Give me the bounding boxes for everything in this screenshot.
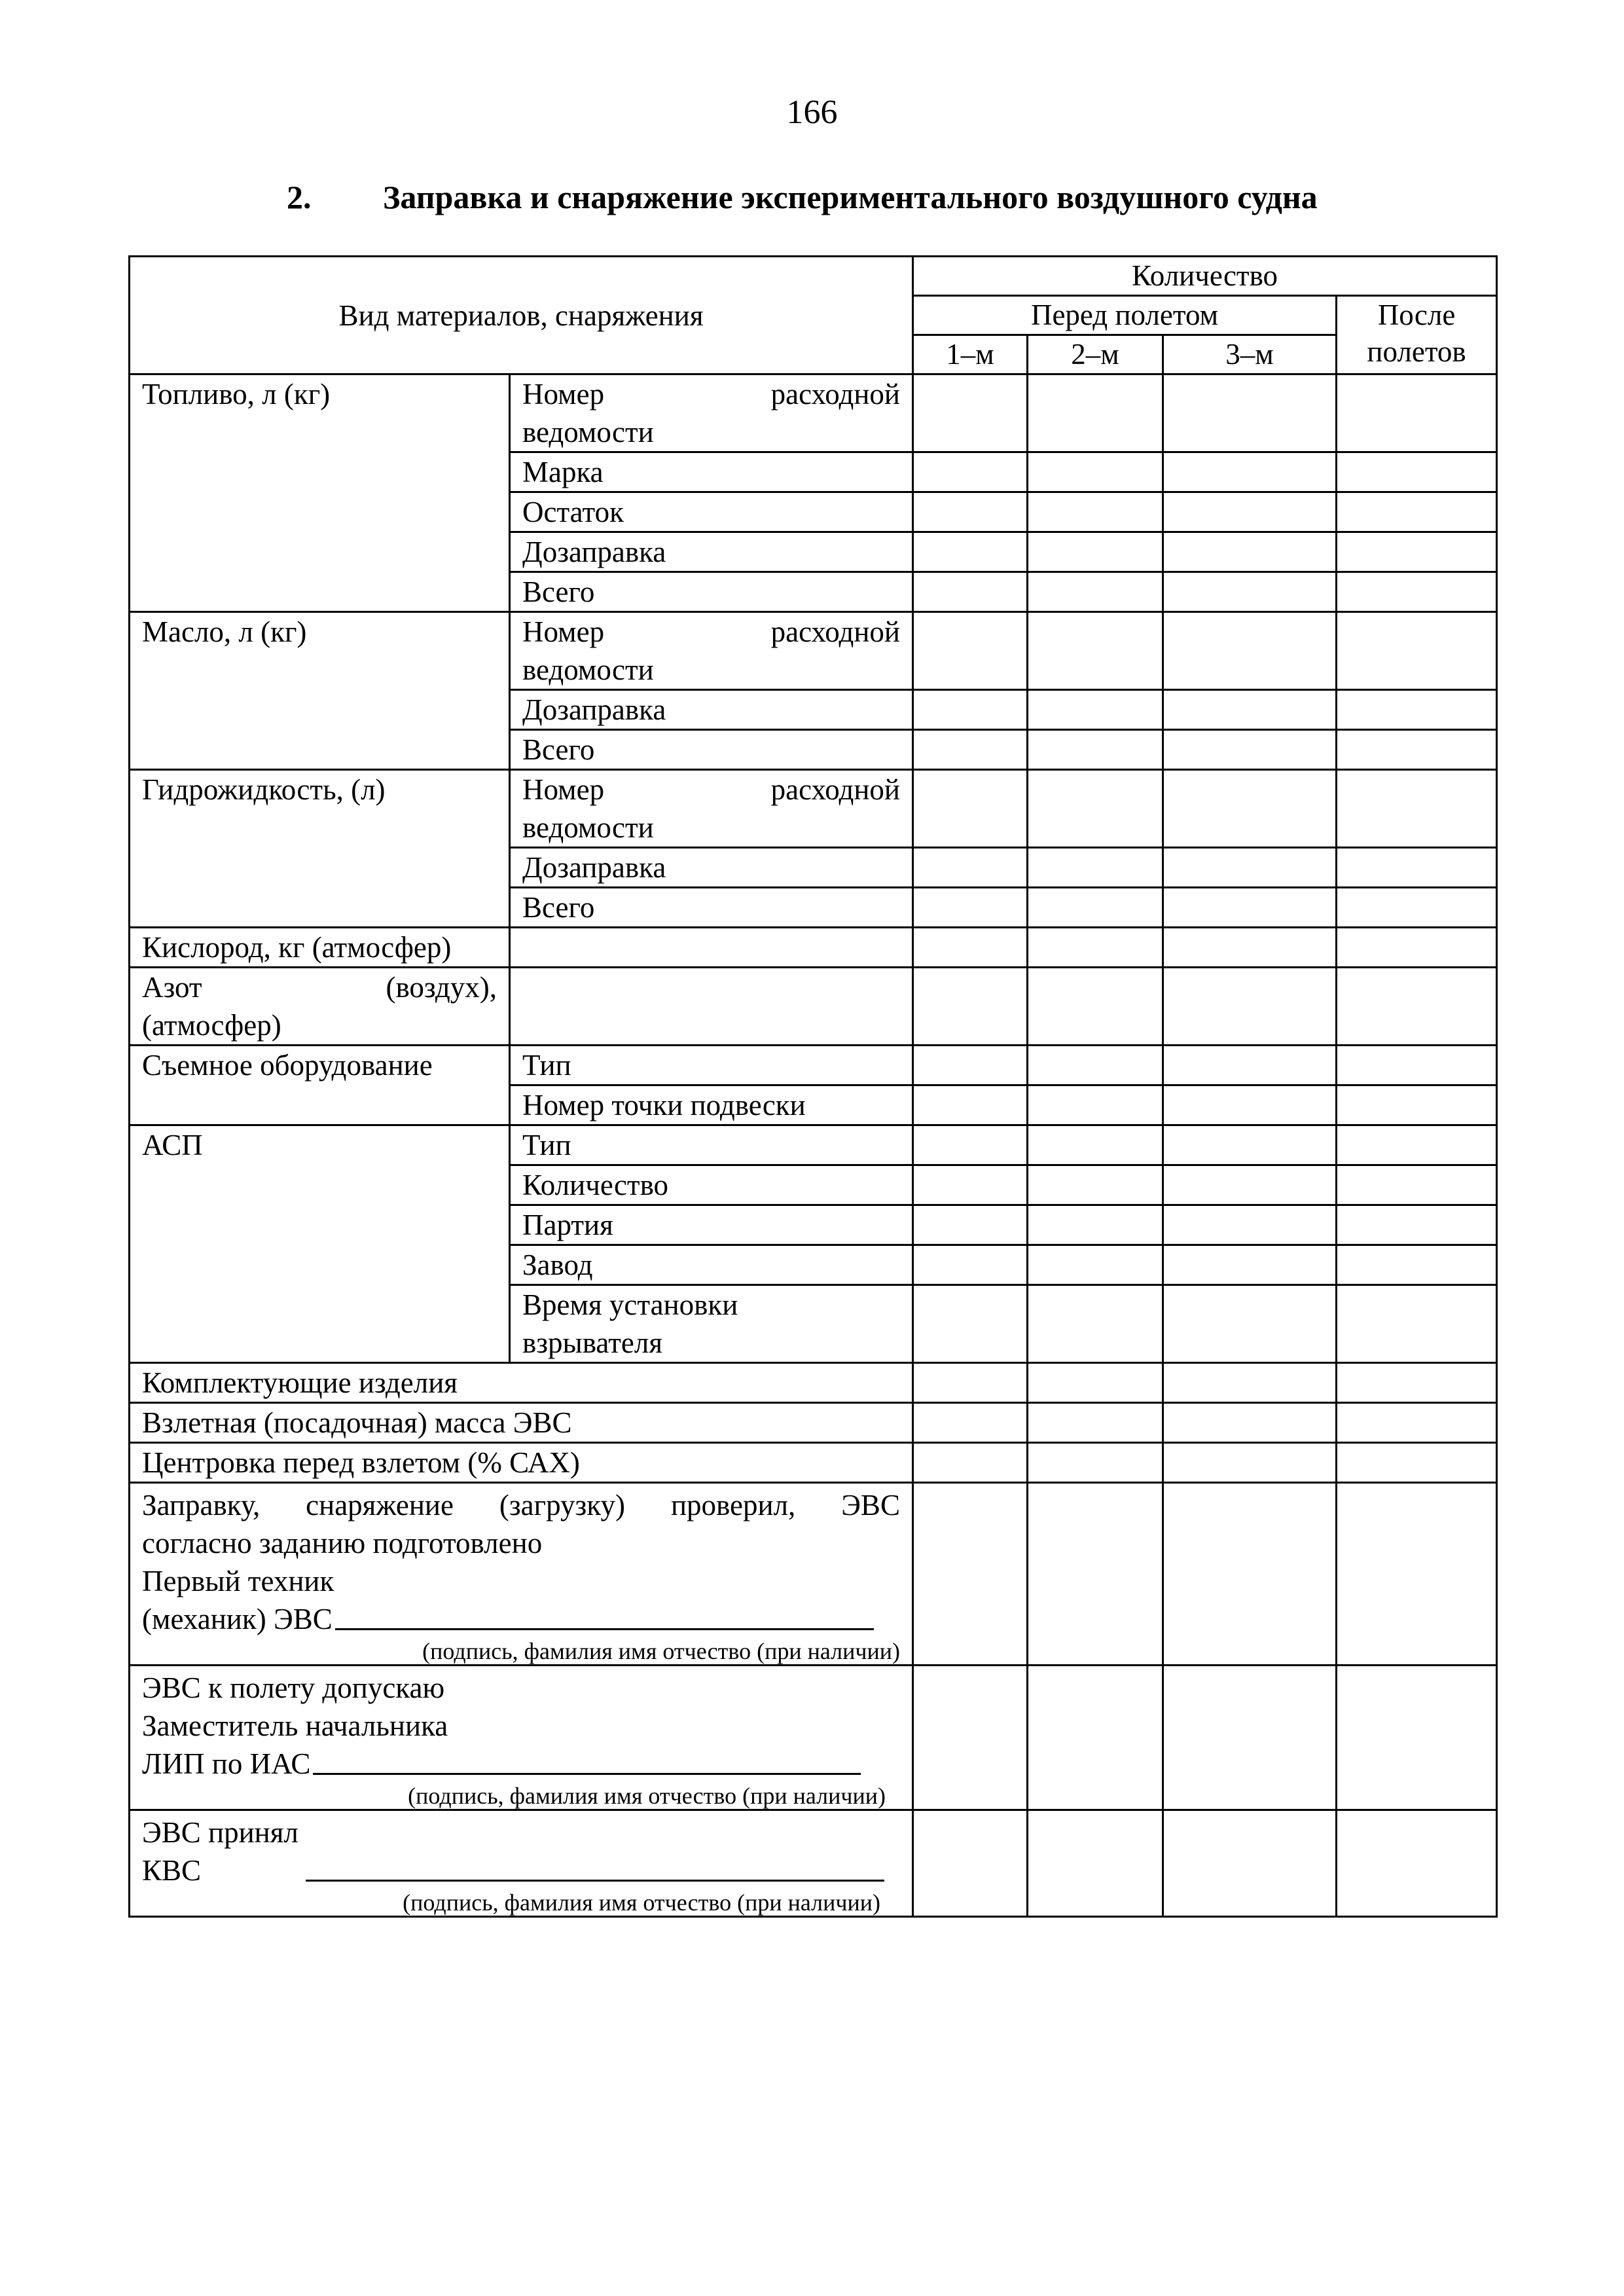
- cell-text: ЭВС: [841, 1489, 900, 1522]
- input-cell[interactable]: [1028, 532, 1163, 572]
- input-cell[interactable]: [1028, 1285, 1163, 1363]
- cell-text: расходной: [770, 773, 901, 806]
- input-cell[interactable]: [1163, 1363, 1337, 1403]
- section-title: Заправка и снаряжение экспериментального воздушного судна: [383, 179, 1318, 215]
- input-cell[interactable]: [1337, 1205, 1497, 1245]
- input-cell[interactable]: [1163, 532, 1337, 572]
- input-cell[interactable]: [913, 888, 1028, 928]
- table-row: [130, 374, 1497, 452]
- header-flight-3: 3–м: [1163, 335, 1337, 374]
- input-cell[interactable]: [1337, 1165, 1497, 1205]
- input-cell[interactable]: [1337, 968, 1497, 1046]
- input-cell[interactable]: [1337, 572, 1497, 612]
- input-cell[interactable]: [1163, 452, 1337, 492]
- signature-line[interactable]: [306, 1880, 884, 1882]
- table-row: [130, 1810, 1497, 1917]
- input-cell[interactable]: [1337, 888, 1497, 928]
- input-cell[interactable]: [913, 572, 1028, 612]
- signature-line[interactable]: [313, 1773, 861, 1775]
- input-cell[interactable]: [1163, 612, 1337, 690]
- refueling-form-table: [128, 255, 1498, 1918]
- input-cell[interactable]: [1163, 928, 1337, 968]
- hydro-refill: Дозаправка: [510, 848, 913, 888]
- input-cell[interactable]: [1028, 374, 1163, 452]
- centering-label: Центровка перед взлетом (% САХ): [130, 1443, 913, 1483]
- fuel-grade: Марка: [510, 452, 913, 492]
- oil-total: Всего: [510, 730, 913, 770]
- cell-text: (атмосфер): [142, 1009, 281, 1042]
- input-cell[interactable]: [510, 928, 913, 968]
- input-cell[interactable]: [913, 1046, 1028, 1085]
- input-cell[interactable]: [913, 374, 1028, 452]
- header-before-flight: Перед полетом: [913, 296, 1337, 335]
- cell-text: согласно заданию подготовлено: [142, 1527, 543, 1559]
- oil-label: Масло, л (кг): [130, 612, 510, 770]
- cell-text: расходной: [770, 378, 901, 410]
- oil-refill: Дозаправка: [510, 690, 913, 730]
- cell-text: Заместитель начальника: [142, 1709, 448, 1742]
- input-cell[interactable]: [1337, 452, 1497, 492]
- asp-fuze-time: [510, 1285, 913, 1363]
- input-cell[interactable]: [1028, 1810, 1163, 1917]
- input-cell[interactable]: [913, 730, 1028, 770]
- input-cell[interactable]: [913, 1810, 1028, 1917]
- accepted-signature-block: [130, 1810, 913, 1917]
- table-row: [130, 1666, 1497, 1810]
- mass-label: Взлетная (посадочная) масса ЭВС: [130, 1403, 913, 1443]
- input-cell[interactable]: [1163, 1810, 1337, 1917]
- input-cell[interactable]: [913, 1125, 1028, 1165]
- asp-label: АСП: [130, 1125, 510, 1363]
- input-cell[interactable]: [1028, 1666, 1163, 1810]
- input-cell[interactable]: [913, 1363, 1028, 1403]
- input-cell[interactable]: [1028, 928, 1163, 968]
- cell-text: расходной: [770, 615, 901, 648]
- fuel-remainder: Остаток: [510, 492, 913, 532]
- input-cell[interactable]: [1028, 1245, 1163, 1285]
- input-cell[interactable]: [1163, 1403, 1337, 1443]
- input-cell[interactable]: [1337, 1085, 1497, 1125]
- input-cell[interactable]: [1028, 452, 1163, 492]
- input-cell[interactable]: [1163, 968, 1337, 1046]
- input-cell[interactable]: [1028, 1085, 1163, 1125]
- input-cell[interactable]: [1337, 1245, 1497, 1285]
- header-quantity: Количество: [913, 257, 1497, 296]
- input-cell[interactable]: [1163, 1483, 1337, 1666]
- cell-text: (воздух),: [386, 971, 497, 1004]
- input-cell[interactable]: [913, 1403, 1028, 1443]
- fuel-statement-number: [510, 374, 913, 452]
- removable-label: Съемное оборудование: [130, 1046, 510, 1125]
- input-cell[interactable]: [1337, 730, 1497, 770]
- cell-text: Номер: [522, 378, 605, 410]
- table-row: [130, 1125, 1497, 1165]
- hydro-label: Гидрожидкость, (л): [130, 770, 510, 928]
- input-cell[interactable]: [913, 928, 1028, 968]
- header-flight-2: 2–м: [1028, 335, 1163, 374]
- cell-text: (загрузку): [499, 1489, 626, 1522]
- table-row: [130, 1403, 1497, 1443]
- oxygen-label: Кислород, кг (атмосфер): [130, 928, 510, 968]
- nitrogen-label: [130, 968, 510, 1046]
- input-cell[interactable]: [913, 1165, 1028, 1205]
- input-cell[interactable]: [913, 770, 1028, 848]
- input-cell[interactable]: [913, 1245, 1028, 1285]
- input-cell[interactable]: [1028, 612, 1163, 690]
- input-cell[interactable]: [1337, 1483, 1497, 1666]
- table-row: [130, 770, 1497, 848]
- asp-type: Тип: [510, 1125, 913, 1165]
- input-cell[interactable]: [1028, 730, 1163, 770]
- input-cell[interactable]: [1163, 690, 1337, 730]
- input-cell[interactable]: [1028, 1165, 1163, 1205]
- header-after-flights: После полетов: [1337, 296, 1497, 374]
- input-cell[interactable]: [1337, 1285, 1497, 1363]
- input-cell[interactable]: [1337, 612, 1497, 690]
- admit-signature-block: [130, 1666, 913, 1810]
- input-cell[interactable]: [1028, 1125, 1163, 1165]
- signature-line[interactable]: [335, 1628, 874, 1630]
- cell-text: ведомости: [522, 653, 654, 686]
- input-cell[interactable]: [1163, 1245, 1337, 1285]
- oil-statement-number: [510, 612, 913, 690]
- input-cell[interactable]: [1163, 770, 1337, 848]
- input-cell[interactable]: [1163, 1125, 1337, 1165]
- input-cell[interactable]: [1163, 1666, 1337, 1810]
- input-cell[interactable]: [1028, 770, 1163, 848]
- input-cell[interactable]: [1163, 888, 1337, 928]
- check-signature-block: [130, 1483, 913, 1666]
- input-cell[interactable]: [1163, 1285, 1337, 1363]
- header-row-1: [130, 257, 1497, 296]
- input-cell[interactable]: [1163, 572, 1337, 612]
- table-row: [130, 1046, 1497, 1085]
- cell-text: проверил,: [670, 1489, 796, 1522]
- input-cell[interactable]: [1028, 690, 1163, 730]
- cell-text: Азот: [142, 971, 202, 1004]
- cell-text: (механик) ЭВС: [142, 1603, 333, 1635]
- hydro-statement-number: [510, 770, 913, 848]
- input-cell[interactable]: [1337, 770, 1497, 848]
- input-cell[interactable]: [1028, 1363, 1163, 1403]
- cell-text: ЭВС принял: [142, 1816, 298, 1849]
- asp-quantity: Количество: [510, 1165, 913, 1205]
- input-cell[interactable]: [1337, 1443, 1497, 1483]
- table-row: [130, 1363, 1497, 1403]
- asp-batch: Партия: [510, 1205, 913, 1245]
- input-cell[interactable]: [1028, 848, 1163, 888]
- cell-text: Первый техник: [142, 1565, 334, 1597]
- input-cell[interactable]: [913, 1285, 1028, 1363]
- input-cell[interactable]: [1028, 1403, 1163, 1443]
- input-cell[interactable]: [1163, 1046, 1337, 1085]
- input-cell[interactable]: [1337, 492, 1497, 532]
- signature-caption: (подпись, фамилия имя отчество (при наличии): [422, 1638, 901, 1664]
- cell-text: ведомости: [522, 811, 654, 844]
- input-cell[interactable]: [1163, 492, 1337, 532]
- hydro-total: Всего: [510, 888, 913, 928]
- cell-text: Номер: [522, 615, 605, 648]
- input-cell[interactable]: [1337, 928, 1497, 968]
- input-cell[interactable]: [1337, 690, 1497, 730]
- fuel-total: Всего: [510, 572, 913, 612]
- input-cell[interactable]: [1163, 730, 1337, 770]
- cell-text: ведомости: [522, 416, 654, 448]
- input-cell[interactable]: [1337, 532, 1497, 572]
- cell-text: снаряжение: [306, 1489, 454, 1522]
- header-flight-1: 1–м: [913, 335, 1028, 374]
- input-cell[interactable]: [510, 968, 913, 1046]
- input-cell[interactable]: [1337, 1125, 1497, 1165]
- fuel-label: Топливо, л (кг): [130, 374, 510, 612]
- input-cell[interactable]: [913, 612, 1028, 690]
- cell-text: взрывателя: [522, 1326, 663, 1359]
- table-row: [130, 968, 1497, 1046]
- input-cell[interactable]: [1028, 572, 1163, 612]
- asp-plant: Завод: [510, 1245, 913, 1285]
- input-cell[interactable]: [1028, 888, 1163, 928]
- input-cell[interactable]: [913, 1205, 1028, 1245]
- components-label: Комплектующие изделия: [130, 1363, 913, 1403]
- input-cell[interactable]: [1337, 1046, 1497, 1085]
- input-cell[interactable]: [1163, 1085, 1337, 1125]
- cell-text: Время установки: [522, 1288, 738, 1321]
- table-row: [130, 1443, 1497, 1483]
- input-cell[interactable]: [913, 1666, 1028, 1810]
- input-cell[interactable]: [913, 690, 1028, 730]
- input-cell[interactable]: [1028, 968, 1163, 1046]
- input-cell[interactable]: [1028, 1443, 1163, 1483]
- input-cell[interactable]: [913, 1085, 1028, 1125]
- input-cell[interactable]: [1337, 1363, 1497, 1403]
- input-cell[interactable]: [1163, 1443, 1337, 1483]
- input-cell[interactable]: [1163, 1205, 1337, 1245]
- input-cell[interactable]: [1163, 1165, 1337, 1205]
- table-row: [130, 928, 1497, 968]
- page-number: 166: [786, 94, 838, 131]
- signature-caption: (подпись, фамилия имя отчество (при наличии): [408, 1783, 886, 1809]
- input-cell[interactable]: [1337, 1403, 1497, 1443]
- input-cell[interactable]: [1028, 1046, 1163, 1085]
- signature-caption: (подпись, фамилия имя отчество (при наличии): [403, 1889, 881, 1916]
- fuel-refill: Дозаправка: [510, 532, 913, 572]
- input-cell[interactable]: [913, 452, 1028, 492]
- input-cell[interactable]: [1163, 848, 1337, 888]
- cell-text: КВС: [142, 1854, 202, 1887]
- removable-type: Тип: [510, 1046, 913, 1085]
- cell-text: ЭВС к полету допускаю: [142, 1671, 445, 1704]
- table-row: [130, 612, 1497, 690]
- input-cell[interactable]: [913, 968, 1028, 1046]
- input-cell[interactable]: [1028, 1205, 1163, 1245]
- input-cell[interactable]: [913, 532, 1028, 572]
- input-cell[interactable]: [1028, 1483, 1163, 1666]
- input-cell[interactable]: [1028, 492, 1163, 532]
- input-cell[interactable]: [913, 848, 1028, 888]
- input-cell[interactable]: [913, 1483, 1028, 1666]
- input-cell[interactable]: [913, 1443, 1028, 1483]
- cell-text: ЛИП по ИАС: [142, 1747, 311, 1780]
- header-materials: Вид материалов, снаряжения: [130, 257, 913, 374]
- section-number: 2.: [287, 179, 312, 215]
- input-cell[interactable]: [1163, 374, 1337, 452]
- input-cell[interactable]: [1337, 848, 1497, 888]
- cell-text: Заправку,: [142, 1489, 261, 1522]
- input-cell[interactable]: [1337, 1810, 1497, 1917]
- input-cell[interactable]: [1337, 1666, 1497, 1810]
- cell-text: Номер: [522, 773, 605, 806]
- removable-point: Номер точки подвески: [510, 1085, 913, 1125]
- table-row: [130, 1483, 1497, 1666]
- input-cell[interactable]: [913, 492, 1028, 532]
- input-cell[interactable]: [1337, 374, 1497, 452]
